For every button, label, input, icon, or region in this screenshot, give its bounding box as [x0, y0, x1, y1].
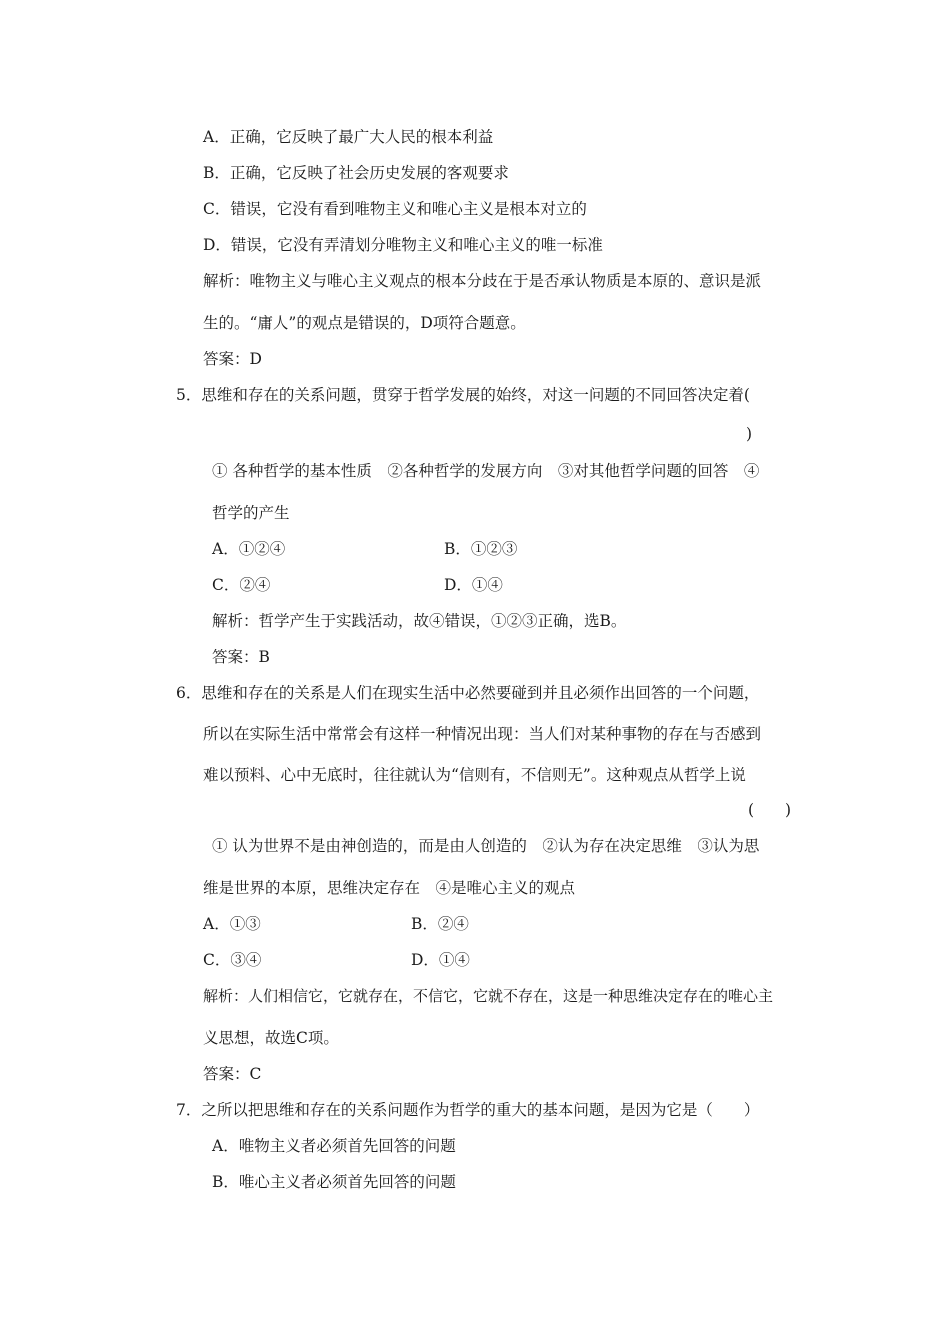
q5-items-line-1: ① 各种哲学的基本性质 ②各种哲学的发展方向 ③对其他哲学问题的回答 ④	[212, 462, 760, 480]
q5-option-d: D．①④	[444, 576, 503, 594]
q6-option-d: D．①④	[411, 951, 470, 969]
q6-option-b: B．②④	[411, 915, 469, 933]
q4-answer: 答案：D	[203, 350, 262, 368]
q7-option-b: B．唯心主义者必须首先回答的问题	[212, 1173, 456, 1191]
q7-option-a: A．唯物主义者必须首先回答的问题	[212, 1137, 456, 1155]
q6-stem-line-3: 难以预料、心中无底时，往往就认为“信则有，不信则无”。这种观点从哲学上说	[203, 766, 746, 784]
q4-analysis-line-2: 生的。“庸人”的观点是错误的，D项符合题意。	[203, 314, 526, 332]
q6-items-line-2: 维是世界的本原，思维决定存在 ④是唯心主义的观点	[203, 879, 576, 897]
q4-option-a: A．正确，它反映了最广大人民的根本利益	[203, 128, 494, 146]
q5-answer-paren: )	[746, 425, 753, 443]
q4-analysis-line-1: 解析：唯物主义与唯心主义观点的根本分歧在于是否承认物质是本原的、意识是派	[203, 272, 762, 290]
q5-items-line-2: 哲学的产生	[212, 504, 290, 522]
q6-analysis-line-2: 义思想，故选C项。	[203, 1029, 339, 1047]
q5-answer: 答案：B	[212, 648, 270, 666]
q6-answer-paren: ( )	[748, 801, 792, 819]
q5-option-c: C．②④	[212, 576, 271, 594]
q6-items-line-1: ① 认为世界不是由神创造的，而是由人创造的 ②认为存在决定思维 ③认为思	[212, 837, 760, 855]
q6-stem-line-2: 所以在实际生活中常常会有这样一种情况出现：当人们对某种事物的存在与否感到	[203, 725, 762, 743]
q5-stem: 5．思维和存在的关系问题，贯穿于哲学发展的始终，对这一问题的不同回答决定着(	[176, 386, 750, 404]
q6-option-a: A．①③	[203, 915, 261, 933]
q5-option-b: B．①②③	[444, 540, 518, 558]
q6-stem-line-1: 6．思维和存在的关系是人们在现实生活中必然要碰到并且必须作出回答的一个问题，	[176, 684, 760, 702]
q6-analysis-line-1: 解析：人们相信它，它就存在，不信它，它就不存在，这是一种思维决定存在的唯心主	[203, 987, 774, 1005]
q5-analysis: 解析：哲学产生于实践活动，故④错误，①②③正确，选B。	[212, 612, 627, 630]
q5-option-a: A．①②④	[212, 540, 286, 558]
q6-answer: 答案：C	[203, 1065, 262, 1083]
q4-option-d: D．错误，它没有弄清划分唯物主义和唯心主义的唯一标准	[203, 236, 603, 254]
q6-option-c: C．③④	[203, 951, 262, 969]
q7-stem: 7．之所以把思维和存在的关系问题作为哲学的重大的基本问题，是因为它是（ ）	[176, 1101, 760, 1119]
q4-option-b: B．正确，它反映了社会历史发展的客观要求	[203, 164, 509, 182]
q4-option-c: C．错误，它没有看到唯物主义和唯心主义是根本对立的	[203, 200, 587, 218]
